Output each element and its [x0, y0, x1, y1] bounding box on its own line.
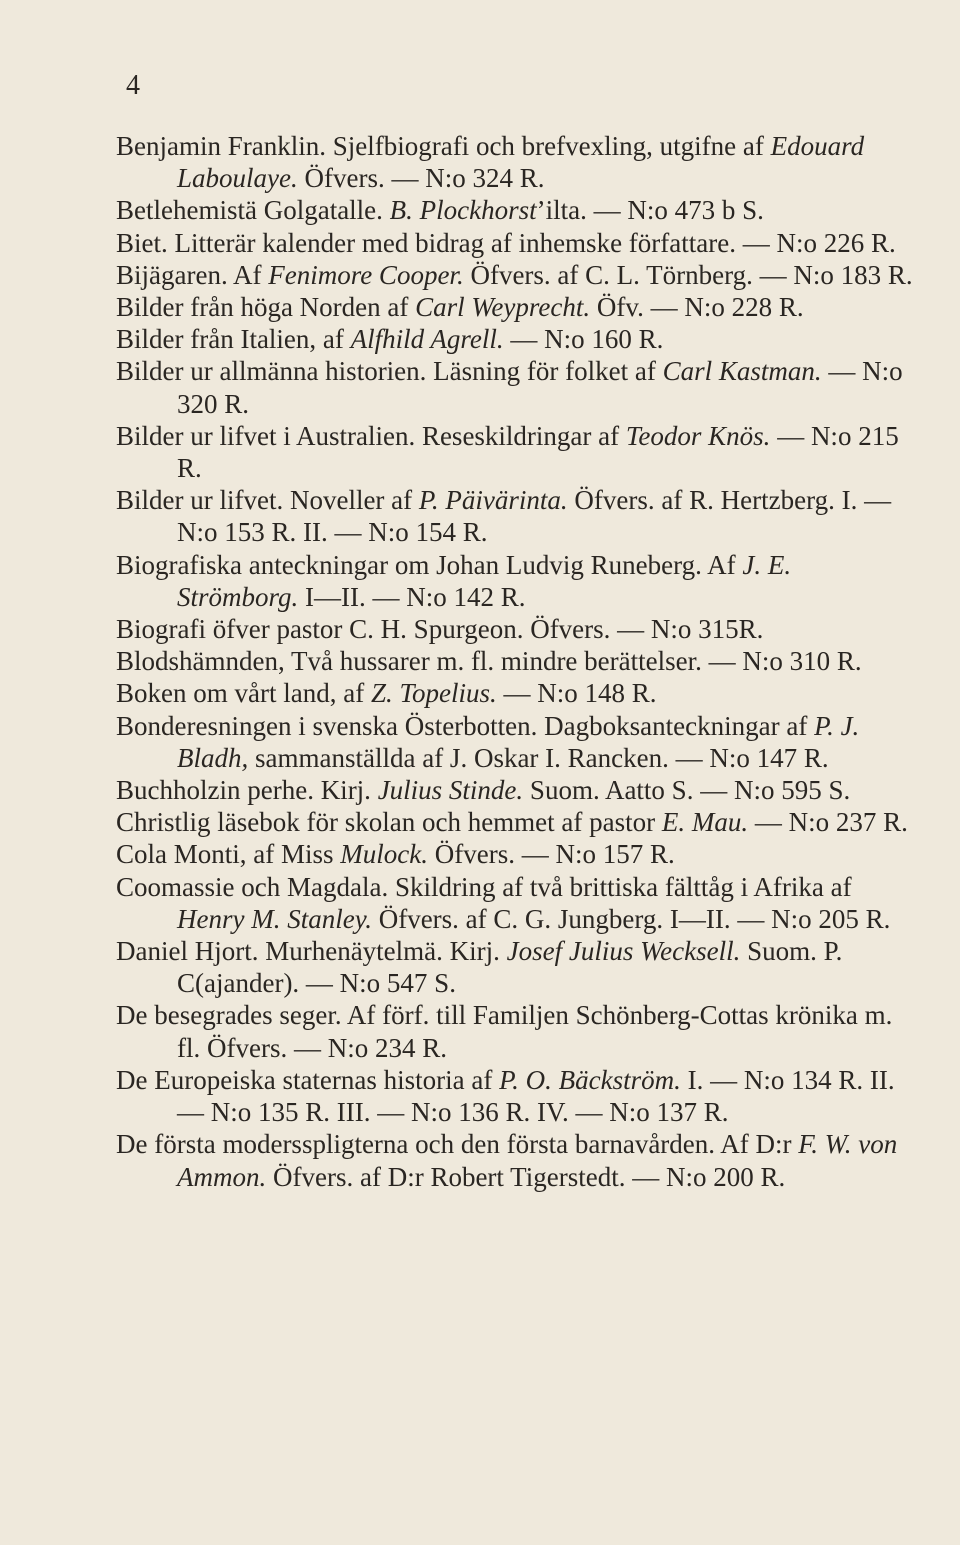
entry-text: — N:o 148 R.	[496, 678, 657, 709]
catalog-entry	[116, 677, 916, 709]
entry-text: Biografiska anteckningar om Johan Ludvig Runeberg. Af	[116, 549, 743, 580]
entry-text: De besegrades seger. Af förf. till Familjen Schönberg-Cottas krönika m. fl. Öfvers. — N:o 234 R.	[116, 1000, 893, 1063]
catalog-entry	[116, 613, 916, 645]
catalog-entry	[116, 806, 916, 838]
catalog-entry	[116, 323, 916, 355]
entry-text: Bilder från höga Norden af	[116, 292, 416, 323]
entry-author: Fenimore Cooper.	[268, 259, 464, 290]
entry-text: Öfvers. af C. G. Jungberg. I—II. — N:o 205 R.	[371, 903, 891, 934]
entry-text: — N:o 237 R.	[748, 807, 908, 838]
entry-text: — N:o 215 R.	[177, 420, 899, 484]
entry-text: — N:o 160 R.	[503, 324, 664, 355]
entry-text: Biet. Litterär kalender med bidrag af inhemske författare. — N:o 226 R.	[116, 227, 896, 258]
catalog-entry	[116, 774, 916, 806]
catalog-entry	[116, 355, 916, 419]
entry-text: Öfvers. af D:r Robert Tigerstedt. — N:o 200 R.	[266, 1161, 786, 1192]
entry-text: Biografi öfver pastor C. H. Spurgeon. Öfvers. — N:o 315R.	[116, 614, 764, 645]
catalog-entry	[116, 130, 916, 194]
catalog-entry	[116, 420, 916, 484]
entry-text: I. — N:o 134 R. II. — N:o 135 R. III. — N:o 136 R. IV. — N:o 137 R.	[177, 1064, 895, 1128]
catalog-entry	[116, 871, 916, 935]
entry-text: Bilder ur lifvet. Noveller af	[116, 485, 419, 516]
entry-text: Coomassie och Magdala. Skildring af två brittiska fälttåg i Afrika af	[116, 871, 852, 902]
catalog-entry	[116, 999, 916, 1063]
entry-text: ’ilta. — N:o 473 b S.	[536, 195, 764, 226]
catalog-entry	[116, 1064, 916, 1128]
entry-author: Carl Weyprecht.	[415, 292, 591, 323]
entry-text: Bilder ur allmänna historien. Läsning för folket af	[116, 356, 663, 387]
entry-text: Boken om vårt land, af	[116, 678, 371, 709]
entry-text: — N:o 320 R.	[177, 356, 903, 419]
entry-author: Mulock.	[340, 839, 428, 870]
entry-text: Öfvers. — N:o 157 R.	[427, 839, 675, 870]
entry-author: Julius Stinde.	[377, 775, 524, 806]
entry-text: I—II. — N:o 142 R.	[298, 581, 526, 612]
entry-text: Benjamin Franklin. Sjelfbiografi och brefvexling, utgifne af	[116, 131, 771, 161]
entry-text: Cola Monti, af Miss	[116, 839, 341, 870]
entry-author: P. J. Bladh,	[177, 710, 860, 773]
catalog-entry	[116, 838, 916, 870]
entry-text: Öfvers. — N:o 324 R.	[297, 163, 545, 194]
entry-author: Teodor Knös.	[625, 420, 771, 451]
entry-text: Betlehemistä Golgatalle.	[116, 195, 390, 226]
entry-text: Buchholzin perhe. Kirj.	[116, 775, 378, 806]
catalog-entry	[116, 935, 916, 999]
entry-text: Öfv. — N:o 228 R.	[590, 292, 804, 323]
entry-text: Daniel Hjort. Murhenäytelmä. Kirj.	[116, 936, 507, 967]
catalog-entry	[116, 194, 916, 226]
entry-author: Edouard Laboulaye.	[177, 131, 865, 194]
entry-author: P. O. Bäckström.	[499, 1064, 681, 1095]
entry-text: De Europeiska staternas historia af	[116, 1064, 500, 1095]
catalog-list	[116, 130, 916, 1193]
page-number: 4	[126, 70, 140, 101]
entry-author: Carl Kastman.	[662, 356, 822, 387]
catalog-entry	[116, 259, 916, 291]
entry-text: Bilder från Italien, af	[116, 324, 351, 355]
entry-author: Z. Topelius.	[370, 678, 497, 709]
catalog-entry	[116, 227, 916, 259]
catalog-entry	[116, 1128, 916, 1192]
catalog-entry	[116, 645, 916, 677]
entry-author: Alfhild Agrell.	[350, 324, 504, 355]
entry-text: Bijägaren. Af	[116, 259, 269, 290]
entry-text: Suom. Aatto S. — N:o 595 S.	[523, 775, 851, 806]
catalog-entry	[116, 484, 916, 548]
catalog-entry	[116, 549, 916, 613]
catalog-entry	[116, 291, 916, 323]
entry-author: Henry M. Stanley.	[177, 903, 372, 934]
entry-text: Suom. P. C(ajander). — N:o 547 S.	[177, 936, 843, 999]
entry-author: J. E. Strömborg.	[177, 549, 792, 612]
entry-author: E. Mau.	[661, 807, 749, 838]
entry-text: Bilder ur lifvet i Australien. Reseskildringar af	[116, 420, 626, 451]
entry-author: P. Päivärinta.	[418, 485, 568, 516]
entry-text: De första modersspligterna och den första barnavården. Af D:r	[116, 1129, 799, 1160]
entry-text: Christlig läsebok för skolan och hemmet af pastor	[116, 807, 662, 838]
entry-text: Öfvers. af C. L. Törnberg. — N:o 183 R.	[463, 259, 913, 290]
entry-text: Bonderesningen i svenska Österbotten. Dagboksanteckningar af	[116, 710, 815, 741]
entry-text: Öfvers. af R. Hertzberg. I. — N:o 153 R. II. — N:o 154 R.	[177, 485, 892, 548]
catalog-entry	[116, 710, 916, 774]
entry-text: sammanställda af J. Oskar I. Rancken. — N:o 147 R.	[248, 742, 829, 773]
entry-text: Blodshämnden, Två hussarer m. fl. mindre berättelser. — N:o 310 R.	[116, 646, 862, 677]
entry-author: Josef Julius Wecksell.	[506, 936, 741, 967]
entry-author: B. Plockhorst	[389, 195, 537, 226]
entry-author: F. W. von Ammon.	[177, 1129, 898, 1192]
